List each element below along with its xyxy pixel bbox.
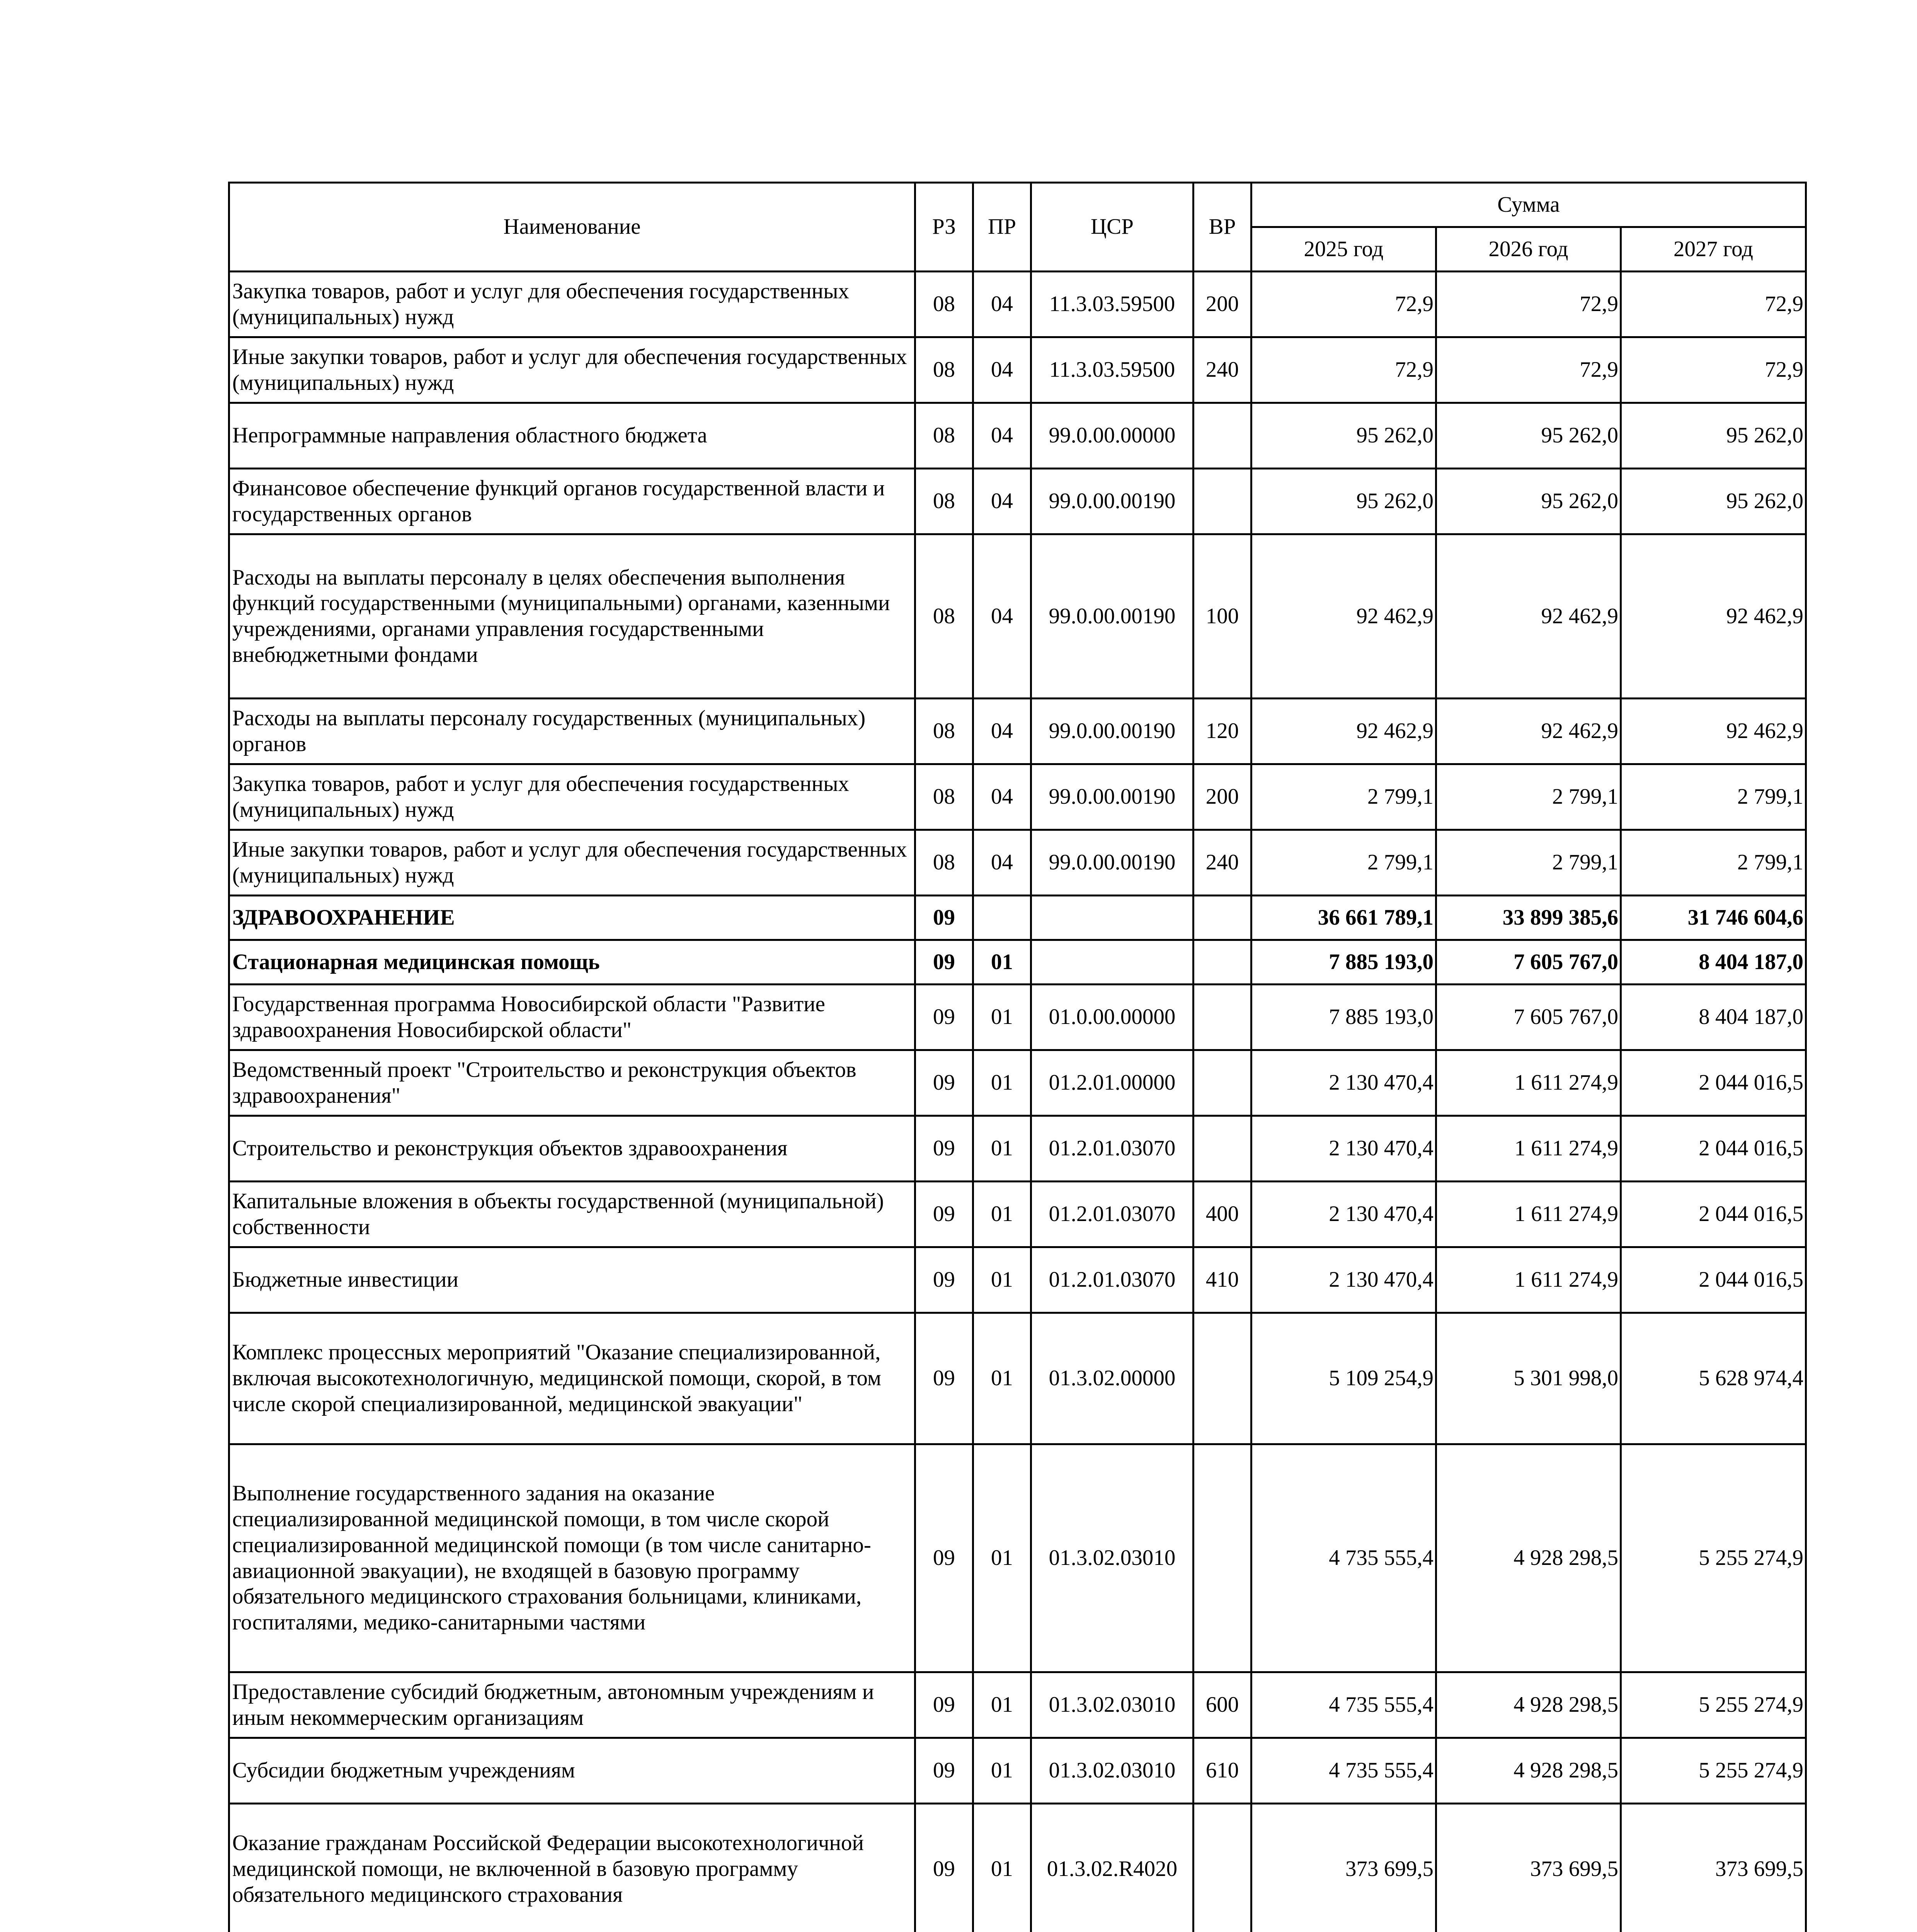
cell-2027: 31 746 604,6 — [1621, 896, 1806, 940]
header-csr: ЦСР — [1031, 183, 1193, 272]
cell-2025: 2 130 470,4 — [1251, 1247, 1436, 1313]
cell-name: Финансовое обеспечение функций органов государственной власти и государственных органов — [229, 469, 915, 534]
cell-pr: 04 — [973, 337, 1031, 403]
cell-rz: 08 — [915, 469, 973, 534]
cell-vr — [1193, 1050, 1251, 1116]
cell-vr: 240 — [1193, 337, 1251, 403]
cell-name: Строительство и реконструкция объектов здравоохранения — [229, 1116, 915, 1182]
table-row — [229, 403, 1806, 469]
cell-vr: 120 — [1193, 699, 1251, 764]
table-row — [229, 699, 1806, 764]
cell-2025: 2 130 470,4 — [1251, 1050, 1436, 1116]
table-row — [229, 534, 1806, 699]
cell-pr: 01 — [973, 940, 1031, 985]
cell-vr — [1193, 1116, 1251, 1182]
cell-vr — [1193, 1444, 1251, 1672]
cell-vr: 200 — [1193, 764, 1251, 830]
header-year-2025: 2025 год — [1251, 227, 1436, 272]
cell-2027: 92 462,9 — [1621, 534, 1806, 699]
header-year-2026: 2026 год — [1436, 227, 1621, 272]
cell-csr — [1031, 896, 1193, 940]
cell-2025: 4 735 555,4 — [1251, 1738, 1436, 1804]
cell-2025: 95 262,0 — [1251, 403, 1436, 469]
cell-2027: 8 404 187,0 — [1621, 985, 1806, 1050]
cell-rz: 09 — [915, 896, 973, 940]
cell-pr: 01 — [973, 1116, 1031, 1182]
cell-2026: 2 799,1 — [1436, 830, 1621, 896]
table-row — [229, 1672, 1806, 1738]
cell-2026: 7 605 767,0 — [1436, 940, 1621, 985]
cell-vr: 400 — [1193, 1182, 1251, 1247]
cell-2026: 4 928 298,5 — [1436, 1738, 1621, 1804]
cell-rz: 09 — [915, 1247, 973, 1313]
cell-csr: 99.0.00.00190 — [1031, 469, 1193, 534]
cell-pr: 01 — [973, 1182, 1031, 1247]
table-header — [229, 183, 1806, 272]
cell-rz: 08 — [915, 699, 973, 764]
cell-2026: 2 799,1 — [1436, 764, 1621, 830]
cell-vr — [1193, 469, 1251, 534]
cell-rz: 08 — [915, 272, 973, 337]
cell-rz: 08 — [915, 403, 973, 469]
cell-pr: 04 — [973, 534, 1031, 699]
table-row — [229, 896, 1806, 940]
cell-2025: 2 130 470,4 — [1251, 1116, 1436, 1182]
cell-2025: 7 885 193,0 — [1251, 940, 1436, 985]
cell-2025: 2 130 470,4 — [1251, 1182, 1436, 1247]
cell-csr: 01.3.02.03010 — [1031, 1738, 1193, 1804]
cell-rz: 09 — [915, 1738, 973, 1804]
cell-2027: 5 255 274,9 — [1621, 1672, 1806, 1738]
cell-2027: 92 462,9 — [1621, 699, 1806, 764]
cell-csr: 99.0.00.00190 — [1031, 699, 1193, 764]
header-pr: ПР — [973, 183, 1031, 272]
table-row — [229, 1182, 1806, 1247]
table-row — [229, 1313, 1806, 1444]
cell-2025: 5 109 254,9 — [1251, 1313, 1436, 1444]
cell-name: Предоставление субсидий бюджетным, автономным учреждениям и иным некоммерческим организациям — [229, 1672, 915, 1738]
table-row — [229, 830, 1806, 896]
cell-2026: 4 928 298,5 — [1436, 1672, 1621, 1738]
cell-2026: 92 462,9 — [1436, 699, 1621, 764]
cell-csr: 01.2.01.03070 — [1031, 1247, 1193, 1313]
cell-name: Ведомственный проект "Строительство и реконструкция объектов здравоохранения" — [229, 1050, 915, 1116]
cell-pr: 01 — [973, 985, 1031, 1050]
cell-2025: 7 885 193,0 — [1251, 985, 1436, 1050]
cell-name: Капитальные вложения в объекты государственной (муниципальной) собственности — [229, 1182, 915, 1247]
cell-name: ЗДРАВООХРАНЕНИЕ — [229, 896, 915, 940]
cell-2027: 2 044 016,5 — [1621, 1050, 1806, 1116]
cell-pr: 04 — [973, 830, 1031, 896]
cell-2025: 4 735 555,4 — [1251, 1672, 1436, 1738]
cell-csr: 11.3.03.59500 — [1031, 272, 1193, 337]
cell-pr: 01 — [973, 1313, 1031, 1444]
cell-name: Иные закупки товаров, работ и услуг для обеспечения государственных (муниципальных) нужд — [229, 337, 915, 403]
cell-2027: 95 262,0 — [1621, 403, 1806, 469]
cell-csr: 99.0.00.00190 — [1031, 534, 1193, 699]
cell-vr: 100 — [1193, 534, 1251, 699]
cell-2026: 4 928 298,5 — [1436, 1444, 1621, 1672]
cell-2027: 72,9 — [1621, 272, 1806, 337]
cell-rz: 09 — [915, 985, 973, 1050]
cell-2025: 72,9 — [1251, 272, 1436, 337]
cell-2025: 2 799,1 — [1251, 830, 1436, 896]
cell-2026: 95 262,0 — [1436, 403, 1621, 469]
cell-2027: 95 262,0 — [1621, 469, 1806, 534]
header-year-2027: 2027 год — [1621, 227, 1806, 272]
cell-pr: 01 — [973, 1738, 1031, 1804]
cell-vr — [1193, 1804, 1251, 1932]
cell-rz: 09 — [915, 940, 973, 985]
cell-2026: 5 301 998,0 — [1436, 1313, 1621, 1444]
header-name: Наименование — [229, 183, 915, 272]
cell-pr: 04 — [973, 403, 1031, 469]
cell-vr: 240 — [1193, 830, 1251, 896]
cell-2027: 8 404 187,0 — [1621, 940, 1806, 985]
cell-pr: 04 — [973, 469, 1031, 534]
cell-pr: 04 — [973, 699, 1031, 764]
table-body — [229, 272, 1806, 1932]
cell-rz: 08 — [915, 337, 973, 403]
cell-pr: 01 — [973, 1050, 1031, 1116]
cell-2027: 2 044 016,5 — [1621, 1116, 1806, 1182]
cell-rz: 09 — [915, 1804, 973, 1932]
cell-2025: 373 699,5 — [1251, 1804, 1436, 1932]
cell-2026: 1 611 274,9 — [1436, 1050, 1621, 1116]
header-rz: РЗ — [915, 183, 973, 272]
cell-2026: 1 611 274,9 — [1436, 1182, 1621, 1247]
table-row — [229, 1444, 1806, 1672]
cell-name: Стационарная медицинская помощь — [229, 940, 915, 985]
cell-2026: 33 899 385,6 — [1436, 896, 1621, 940]
cell-csr: 01.2.01.03070 — [1031, 1116, 1193, 1182]
cell-name: Закупка товаров, работ и услуг для обеспечения государственных (муниципальных) нужд — [229, 764, 915, 830]
cell-name: Выполнение государственного задания на оказание специализированной медицинской помощи, в том числе скорой специализированной медицинской помощи (в том числе санитарно-авиационной эвакуации), не входящей в базовую программу обязательного медицинского страхования больницами, клиниками, госпиталями, медико-санитарными частями — [229, 1444, 915, 1672]
cell-2025: 92 462,9 — [1251, 534, 1436, 699]
cell-name: Государственная программа Новосибирской области "Развитие здравоохранения Новосибирской области" — [229, 985, 915, 1050]
cell-2025: 92 462,9 — [1251, 699, 1436, 764]
cell-2027: 373 699,5 — [1621, 1804, 1806, 1932]
cell-2027: 5 628 974,4 — [1621, 1313, 1806, 1444]
cell-pr: 01 — [973, 1672, 1031, 1738]
cell-csr: 99.0.00.00190 — [1031, 764, 1193, 830]
cell-2026: 1 611 274,9 — [1436, 1116, 1621, 1182]
table-row — [229, 337, 1806, 403]
cell-csr: 01.2.01.00000 — [1031, 1050, 1193, 1116]
cell-vr: 610 — [1193, 1738, 1251, 1804]
cell-pr — [973, 896, 1031, 940]
cell-name: Субсидии бюджетным учреждениям — [229, 1738, 915, 1804]
cell-csr — [1031, 940, 1193, 985]
cell-name: Непрограммные направления областного бюджета — [229, 403, 915, 469]
cell-pr: 01 — [973, 1247, 1031, 1313]
cell-2025: 95 262,0 — [1251, 469, 1436, 534]
cell-rz: 09 — [915, 1182, 973, 1247]
table-row — [229, 1738, 1806, 1804]
cell-csr: 01.3.02.00000 — [1031, 1313, 1193, 1444]
cell-vr — [1193, 1313, 1251, 1444]
cell-pr: 04 — [973, 764, 1031, 830]
cell-vr: 600 — [1193, 1672, 1251, 1738]
cell-csr: 01.3.02.03010 — [1031, 1444, 1193, 1672]
cell-rz: 08 — [915, 764, 973, 830]
cell-2025: 72,9 — [1251, 337, 1436, 403]
cell-2026: 373 699,5 — [1436, 1804, 1621, 1932]
header-vr: ВР — [1193, 183, 1251, 272]
cell-2027: 72,9 — [1621, 337, 1806, 403]
cell-csr: 01.3.02.R4020 — [1031, 1804, 1193, 1932]
cell-2026: 72,9 — [1436, 337, 1621, 403]
header-sum: Сумма — [1251, 183, 1806, 227]
cell-2025: 36 661 789,1 — [1251, 896, 1436, 940]
cell-vr: 410 — [1193, 1247, 1251, 1313]
table-row — [229, 1247, 1806, 1313]
cell-csr: 11.3.03.59500 — [1031, 337, 1193, 403]
cell-rz: 09 — [915, 1313, 973, 1444]
cell-vr — [1193, 896, 1251, 940]
cell-2026: 72,9 — [1436, 272, 1621, 337]
cell-name: Закупка товаров, работ и услуг для обеспечения государственных (муниципальных) нужд — [229, 272, 915, 337]
cell-name: Бюджетные инвестиции — [229, 1247, 915, 1313]
cell-rz: 08 — [915, 830, 973, 896]
cell-2026: 1 611 274,9 — [1436, 1247, 1621, 1313]
cell-rz: 09 — [915, 1444, 973, 1672]
table-row — [229, 469, 1806, 534]
cell-2025: 4 735 555,4 — [1251, 1444, 1436, 1672]
cell-rz: 09 — [915, 1050, 973, 1116]
cell-2027: 5 255 274,9 — [1621, 1738, 1806, 1804]
cell-2027: 2 044 016,5 — [1621, 1247, 1806, 1313]
cell-2026: 92 462,9 — [1436, 534, 1621, 699]
cell-pr: 04 — [973, 272, 1031, 337]
cell-csr: 01.0.00.00000 — [1031, 985, 1193, 1050]
cell-2026: 95 262,0 — [1436, 469, 1621, 534]
cell-rz: 09 — [915, 1672, 973, 1738]
table-row — [229, 764, 1806, 830]
cell-2026: 7 605 767,0 — [1436, 985, 1621, 1050]
cell-csr: 01.3.02.03010 — [1031, 1672, 1193, 1738]
cell-csr: 99.0.00.00000 — [1031, 403, 1193, 469]
cell-rz: 09 — [915, 1116, 973, 1182]
cell-csr: 99.0.00.00190 — [1031, 830, 1193, 896]
cell-2027: 2 044 016,5 — [1621, 1182, 1806, 1247]
cell-name: Расходы на выплаты персоналу государственных (муниципальных) органов — [229, 699, 915, 764]
cell-vr — [1193, 403, 1251, 469]
table-row — [229, 1116, 1806, 1182]
table-row — [229, 1050, 1806, 1116]
table-row — [229, 272, 1806, 337]
cell-name: Комплекс процессных мероприятий "Оказание специализированной, включая высокотехнологичную, медицинской помощи, скорой, в том числе скорой специализированной, медицинской эвакуации" — [229, 1313, 915, 1444]
cell-rz: 08 — [915, 534, 973, 699]
cell-pr: 01 — [973, 1804, 1031, 1932]
cell-csr: 01.2.01.03070 — [1031, 1182, 1193, 1247]
cell-pr: 01 — [973, 1444, 1031, 1672]
cell-2027: 2 799,1 — [1621, 764, 1806, 830]
cell-name: Расходы на выплаты персоналу в целях обеспечения выполнения функций государственными (муниципальными) органами, казенными учреждениями, органами управления государственными внебюджетными фондами — [229, 534, 915, 699]
cell-vr — [1193, 985, 1251, 1050]
budget-table — [228, 182, 1807, 1932]
table-row — [229, 1804, 1806, 1932]
cell-vr: 200 — [1193, 272, 1251, 337]
cell-vr — [1193, 940, 1251, 985]
cell-name: Оказание гражданам Российской Федерации высокотехнологичной медицинской помощи, не включенной в базовую программу обязательного медицинского страхования — [229, 1804, 915, 1932]
cell-2025: 2 799,1 — [1251, 764, 1436, 830]
cell-name: Иные закупки товаров, работ и услуг для обеспечения государственных (муниципальных) нужд — [229, 830, 915, 896]
cell-2027: 5 255 274,9 — [1621, 1444, 1806, 1672]
table-row — [229, 940, 1806, 985]
table-row — [229, 985, 1806, 1050]
cell-2027: 2 799,1 — [1621, 830, 1806, 896]
